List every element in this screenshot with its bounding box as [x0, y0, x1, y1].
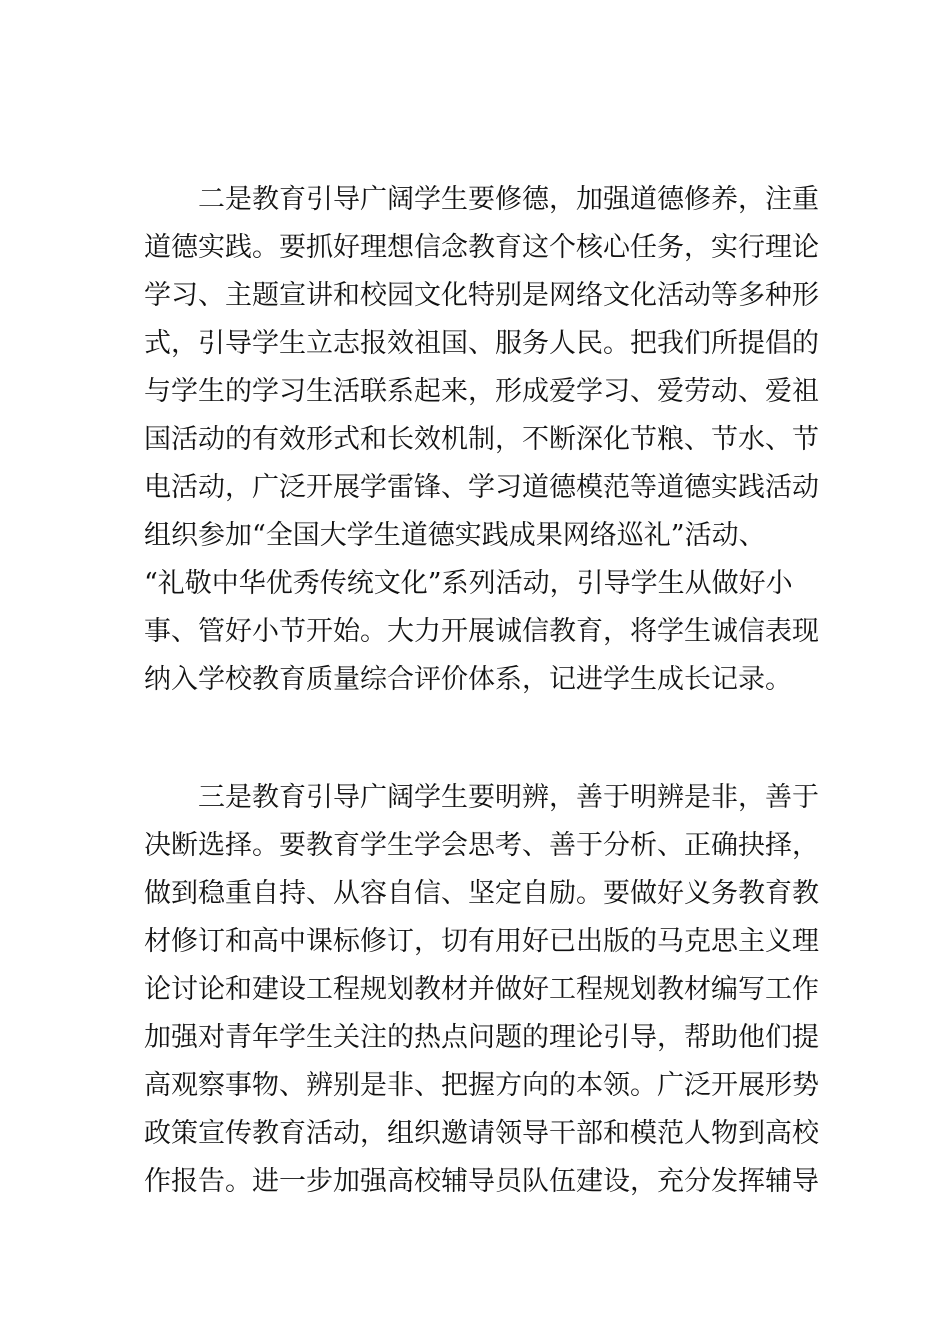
text-line: 国活动的有效形式和长效机制，不断深化节粮、节水、节: [144, 424, 819, 455]
text-line: 式，引导学生立志报效祖国、服务人民。把我们所提倡的: [144, 328, 819, 359]
text-line: 纳入学校教育质量综合评价体系，记进学生成长记录。: [144, 664, 792, 695]
text-line: 作报告。进一步加强高校辅导员队伍建设，充分发挥辅导: [144, 1166, 819, 1197]
text-line: 材修订和高中课标修订，切有用好已出版的马克思主义理: [144, 926, 819, 957]
text-line: 决断选择。要教育学生学会思考、善于分析、正确抉择，: [144, 830, 819, 861]
text-line: 做到稳重自持、从容自信、坚定自励。要做好义务教育教: [144, 878, 819, 909]
text-line: 高观察事物、辨别是非、把握方向的本领。广泛开展形势: [144, 1070, 819, 1101]
paragraph-discernment: [144, 774, 824, 1206]
text-line: 政策宣传教育活动，组织邀请领导干部和模范人物到高校: [144, 1118, 819, 1149]
text-line: 电活动，广泛开展学雷锋、学习道德模范等道德实践活动: [144, 472, 819, 503]
text-line: 道德实践。要抓好理想信念教育这个核心任务，实行理论: [144, 232, 819, 263]
paragraph-moral-cultivation: [144, 176, 824, 704]
text-line: 三是教育引导广阔学生要明辨，善于明辨是非，善于: [144, 782, 819, 813]
text-line: 学习、主题宣讲和校园文化特别是网络文化活动等多种形: [144, 280, 819, 311]
text-line: 组织参加“全国大学生道德实践成果网络巡礼”活动、: [144, 520, 766, 551]
text-line: 论讨论和建设工程规划教材并做好工程规划教材编写工作: [144, 974, 819, 1005]
text-line: 二是教育引导广阔学生要修德，加强道德修养，注重: [144, 184, 819, 215]
text-line: 与学生的学习生活联系起来，形成爱学习、爱劳动、爱祖: [144, 376, 819, 407]
text-line: 事、管好小节开始。大力开展诚信教育，将学生诚信表现: [144, 616, 819, 647]
text-line: 加强对青年学生关注的热点问题的理论引导，帮助他们提: [144, 1022, 819, 1053]
text-line: “礼敬中华优秀传统文化”系列活动，引导学生从做好小: [144, 568, 793, 599]
